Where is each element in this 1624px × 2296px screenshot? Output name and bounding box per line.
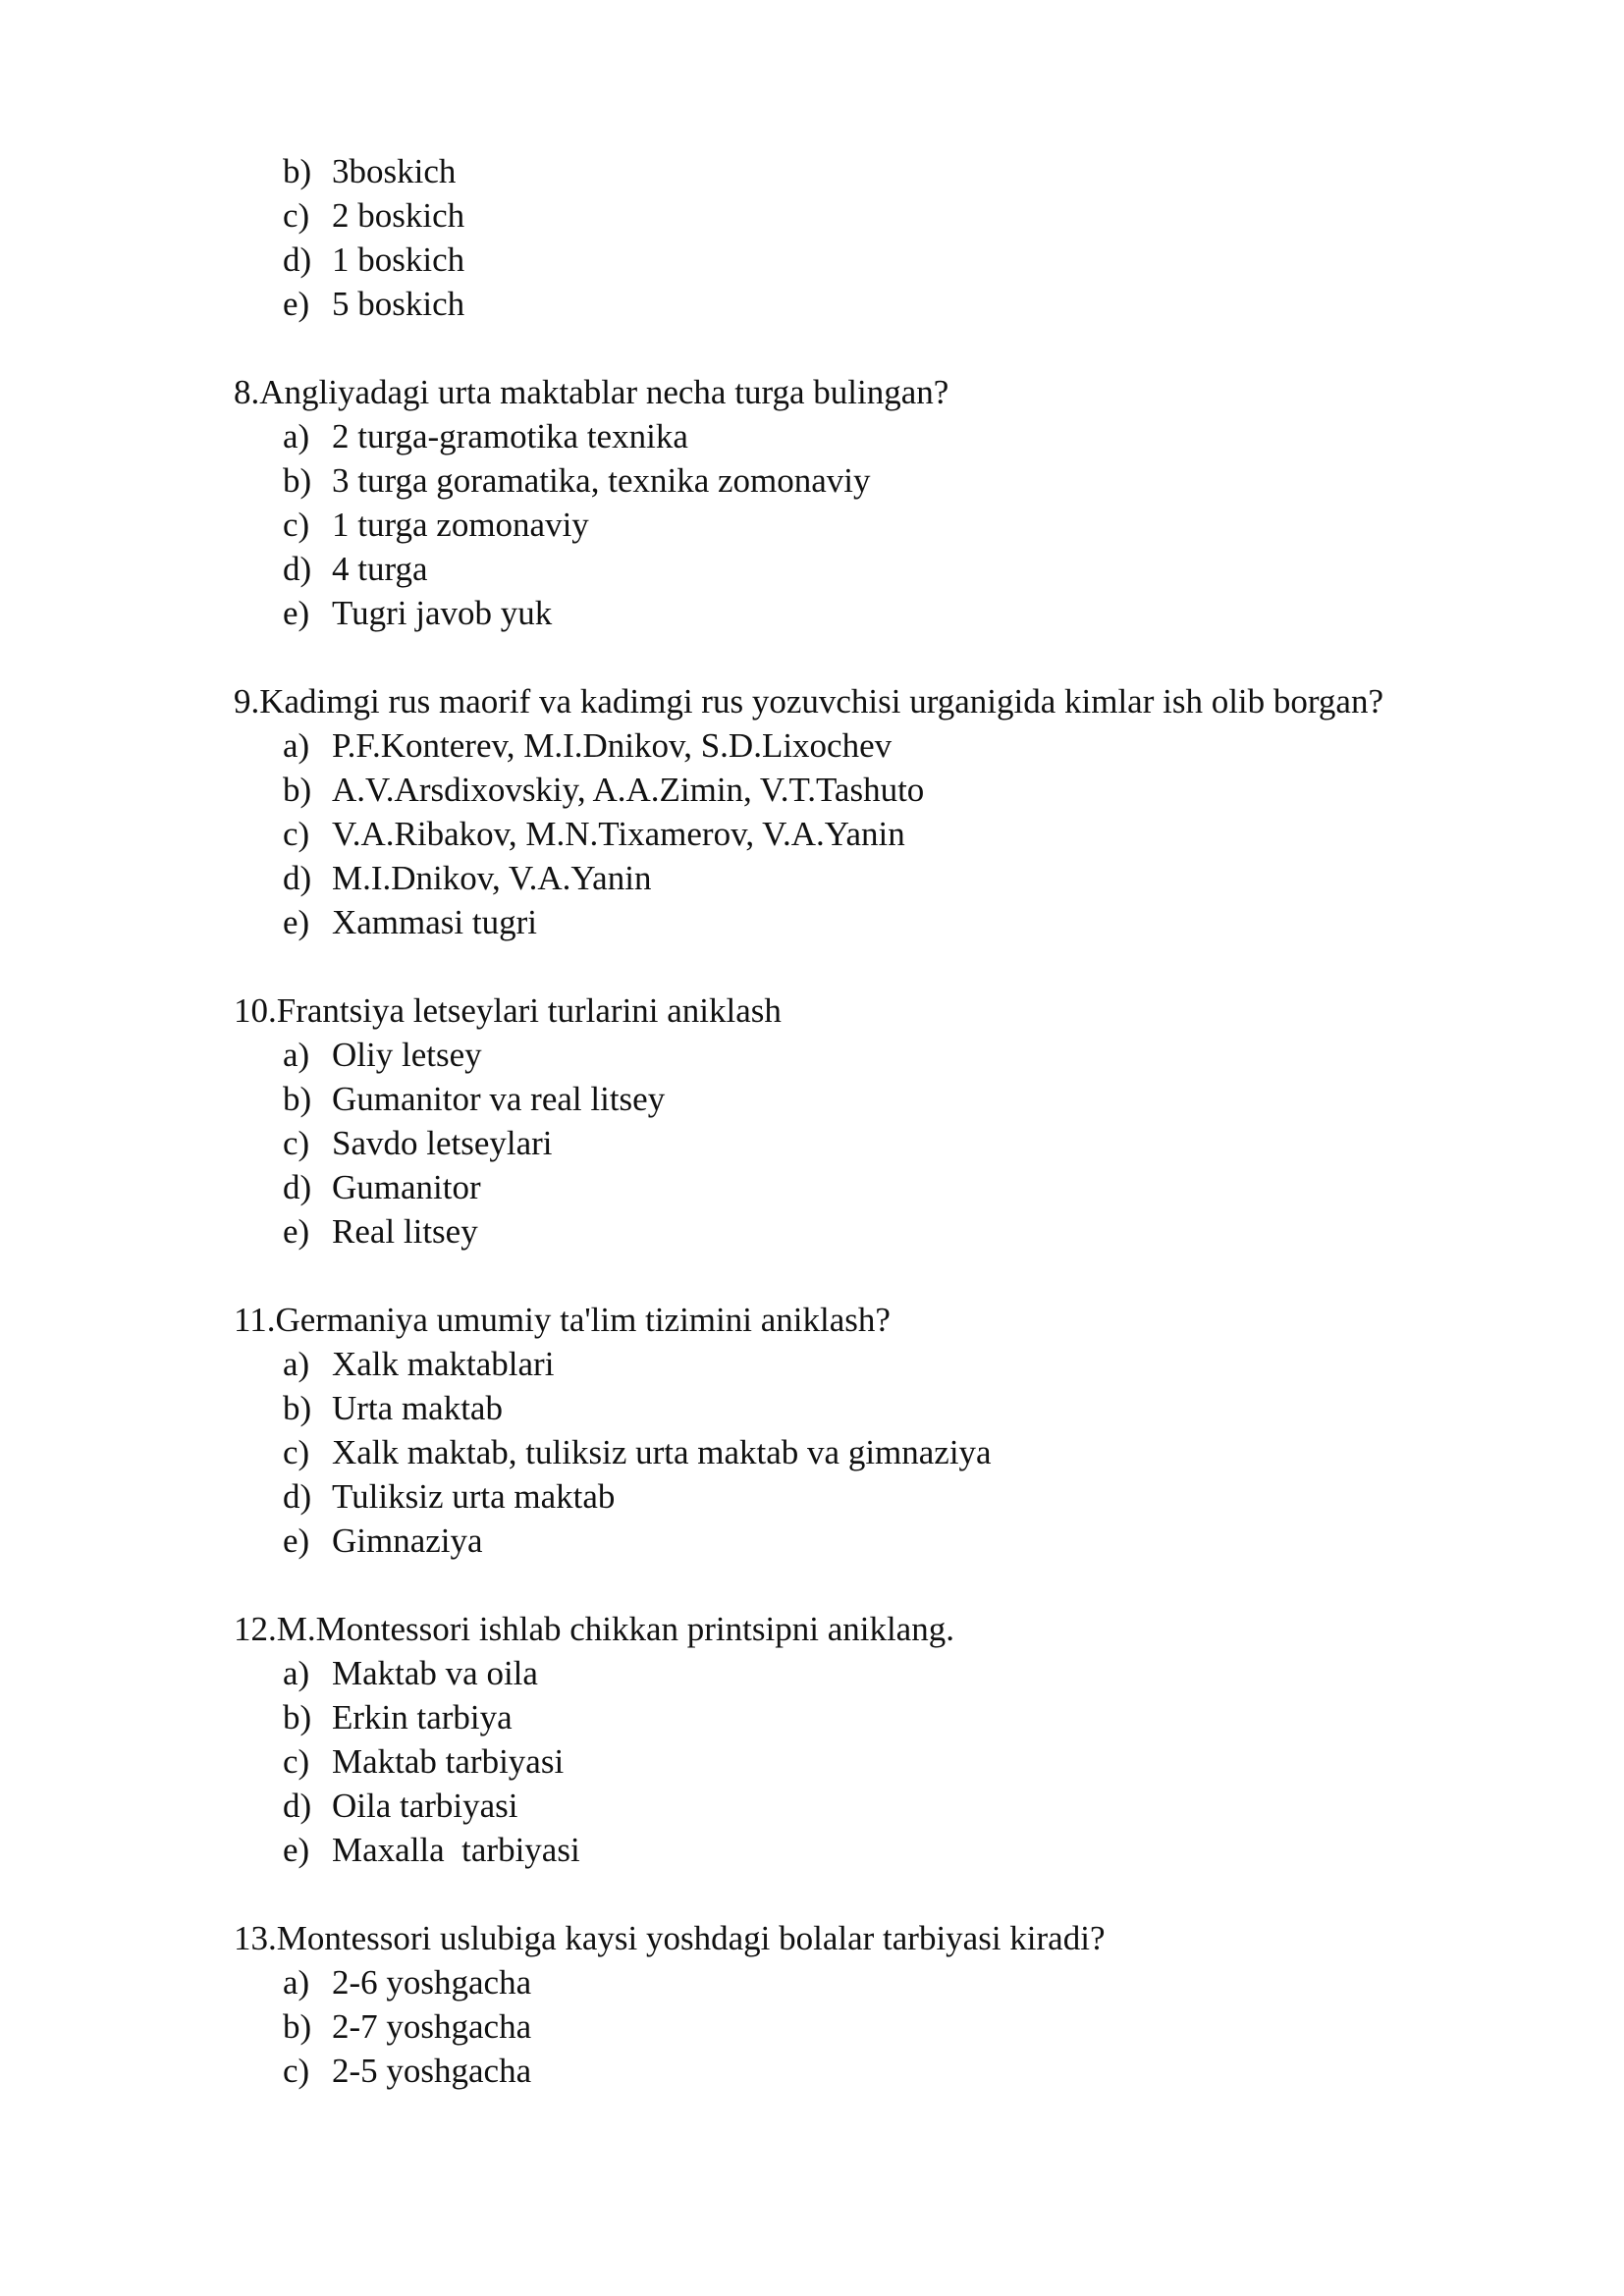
option-text: 1 turga zomonaviy <box>332 506 589 544</box>
answer-option <box>283 1386 1522 1430</box>
option-text: 5 boskich <box>332 285 465 323</box>
option-letter: c) <box>283 815 310 853</box>
answer-option <box>283 1651 1522 1695</box>
answer-option <box>283 1077 1522 1121</box>
answer-option <box>283 856 1522 900</box>
option-text: Tugri javob yuk <box>332 594 553 632</box>
option-text: Xammasi tugri <box>332 903 537 941</box>
answer-option <box>283 193 1522 238</box>
option-text: Maktab tarbiyasi <box>332 1742 565 1781</box>
option-letter: b) <box>283 1389 312 1427</box>
answer-option <box>283 1474 1522 1519</box>
option-letter: d) <box>283 859 312 897</box>
option-text: P.F.Konterev, M.I.Dnikov, S.D.Lixochev <box>332 726 893 765</box>
option-text: Tuliksiz urta maktab <box>332 1477 616 1516</box>
option-text: Xalk maktab, tuliksiz urta maktab va gimnaziya <box>332 1433 992 1471</box>
option-text: Oliy letsey <box>332 1036 482 1074</box>
option-text: Erkin tarbiya <box>332 1698 513 1736</box>
answer-option <box>283 1519 1522 1563</box>
question-block <box>234 1607 1522 1872</box>
option-letter: a) <box>283 1345 310 1383</box>
answer-option <box>283 1784 1522 1828</box>
answer-option <box>283 1165 1522 1209</box>
option-text: 3boskich <box>332 152 457 190</box>
option-text: 4 turga <box>332 550 428 588</box>
question-title: 12.M.Montessori ishlab chikkan printsipni aniklang. <box>234 1610 954 1648</box>
option-text: Maktab va oila <box>332 1654 538 1692</box>
option-letter: c) <box>283 1742 310 1781</box>
option-letter: a) <box>283 1963 310 2002</box>
option-text: Gimnaziya <box>332 1522 483 1560</box>
answer-option <box>283 1209 1522 1254</box>
question-block <box>234 1916 1522 2093</box>
answer-option <box>283 1121 1522 1165</box>
answer-option <box>283 458 1522 503</box>
answer-options <box>234 1960 1522 2093</box>
option-text: Savdo letseylari <box>332 1124 553 1162</box>
option-text: Urta maktab <box>332 1389 503 1427</box>
option-letter: a) <box>283 726 310 765</box>
option-letter: d) <box>283 550 312 588</box>
option-text: Real litsey <box>332 1212 478 1251</box>
option-text: 2-7 yoshgacha <box>332 2007 532 2046</box>
option-text: Xalk maktablari <box>332 1345 555 1383</box>
option-letter: e) <box>283 285 310 323</box>
answer-option <box>283 591 1522 635</box>
question-block <box>234 149 1522 326</box>
option-text: A.V.Arsdixovskiy, A.A.Zimin, V.T.Tashuto <box>332 771 925 809</box>
question-block <box>234 370 1522 635</box>
option-text: 1 boskich <box>332 240 465 279</box>
answer-option <box>283 503 1522 547</box>
answer-option <box>283 2049 1522 2093</box>
option-text: 2-6 yoshgacha <box>332 1963 532 2002</box>
answer-option <box>283 1695 1522 1739</box>
answer-option <box>283 2004 1522 2049</box>
option-letter: b) <box>283 152 312 190</box>
answer-option <box>283 149 1522 193</box>
option-text: Oila tarbiyasi <box>332 1787 518 1825</box>
question-block <box>234 679 1522 944</box>
answer-option <box>283 812 1522 856</box>
answer-option <box>283 900 1522 944</box>
option-letter: c) <box>283 506 310 544</box>
option-letter: e) <box>283 1522 310 1560</box>
option-letter: c) <box>283 1433 310 1471</box>
answer-options <box>234 149 1522 326</box>
answer-options <box>234 1651 1522 1872</box>
option-letter: b) <box>283 461 312 500</box>
option-letter: b) <box>283 1080 312 1118</box>
option-letter: c) <box>283 196 310 235</box>
answer-options <box>234 1342 1522 1563</box>
answer-option <box>283 1828 1522 1872</box>
question-title: 9.Kadimgi rus maorif va kadimgi rus yozuvchisi urganigida kimlar ish olib borgan? <box>234 682 1383 721</box>
option-letter: b) <box>283 2007 312 2046</box>
question-title: 8.Angliyadagi urta maktablar necha turga bulingan? <box>234 373 949 411</box>
question-title: 13.Montessori uslubiga kaysi yoshdagi bolalar tarbiyasi kiradi? <box>234 1919 1106 1957</box>
option-letter: b) <box>283 771 312 809</box>
answer-option <box>283 1430 1522 1474</box>
option-text: 2 turga-gramotika texnika <box>332 417 688 455</box>
document-page <box>234 149 1522 2137</box>
option-letter: e) <box>283 1831 310 1869</box>
option-text: 2 boskich <box>332 196 465 235</box>
question-title: 11.Germaniya umumiy ta'lim tizimini aniklash? <box>234 1301 891 1339</box>
option-letter: e) <box>283 903 310 941</box>
question-title: 10.Frantsiya letseylari turlarini aniklash <box>234 991 782 1030</box>
answer-option <box>283 414 1522 458</box>
answer-option <box>283 768 1522 812</box>
option-text: 3 turga goramatika, texnika zomonaviy <box>332 461 871 500</box>
option-letter: a) <box>283 417 310 455</box>
answer-option <box>283 1342 1522 1386</box>
answer-option <box>283 547 1522 591</box>
option-letter: c) <box>283 2052 310 2090</box>
option-text: M.I.Dnikov, V.A.Yanin <box>332 859 652 897</box>
question-block <box>234 1298 1522 1563</box>
option-text: 2-5 yoshgacha <box>332 2052 532 2090</box>
answer-option <box>283 1960 1522 2004</box>
answer-options <box>234 723 1522 944</box>
option-text: Gumanitor <box>332 1168 481 1206</box>
answer-option <box>283 1033 1522 1077</box>
answer-option <box>283 723 1522 768</box>
answer-option <box>283 238 1522 282</box>
option-letter: a) <box>283 1654 310 1692</box>
option-letter: d) <box>283 1477 312 1516</box>
question-block <box>234 988 1522 1254</box>
answer-options <box>234 1033 1522 1254</box>
answer-option <box>283 1739 1522 1784</box>
option-letter: b) <box>283 1698 312 1736</box>
option-text: Gumanitor va real litsey <box>332 1080 666 1118</box>
option-letter: d) <box>283 1787 312 1825</box>
option-letter: d) <box>283 1168 312 1206</box>
answer-option <box>283 282 1522 326</box>
option-letter: d) <box>283 240 312 279</box>
option-letter: a) <box>283 1036 310 1074</box>
option-letter: c) <box>283 1124 310 1162</box>
option-text: V.A.Ribakov, M.N.Tixamerov, V.A.Yanin <box>332 815 905 853</box>
answer-options <box>234 414 1522 635</box>
option-text: Maxalla tarbiyasi <box>332 1831 580 1869</box>
option-letter: e) <box>283 1212 310 1251</box>
option-letter: e) <box>283 594 310 632</box>
